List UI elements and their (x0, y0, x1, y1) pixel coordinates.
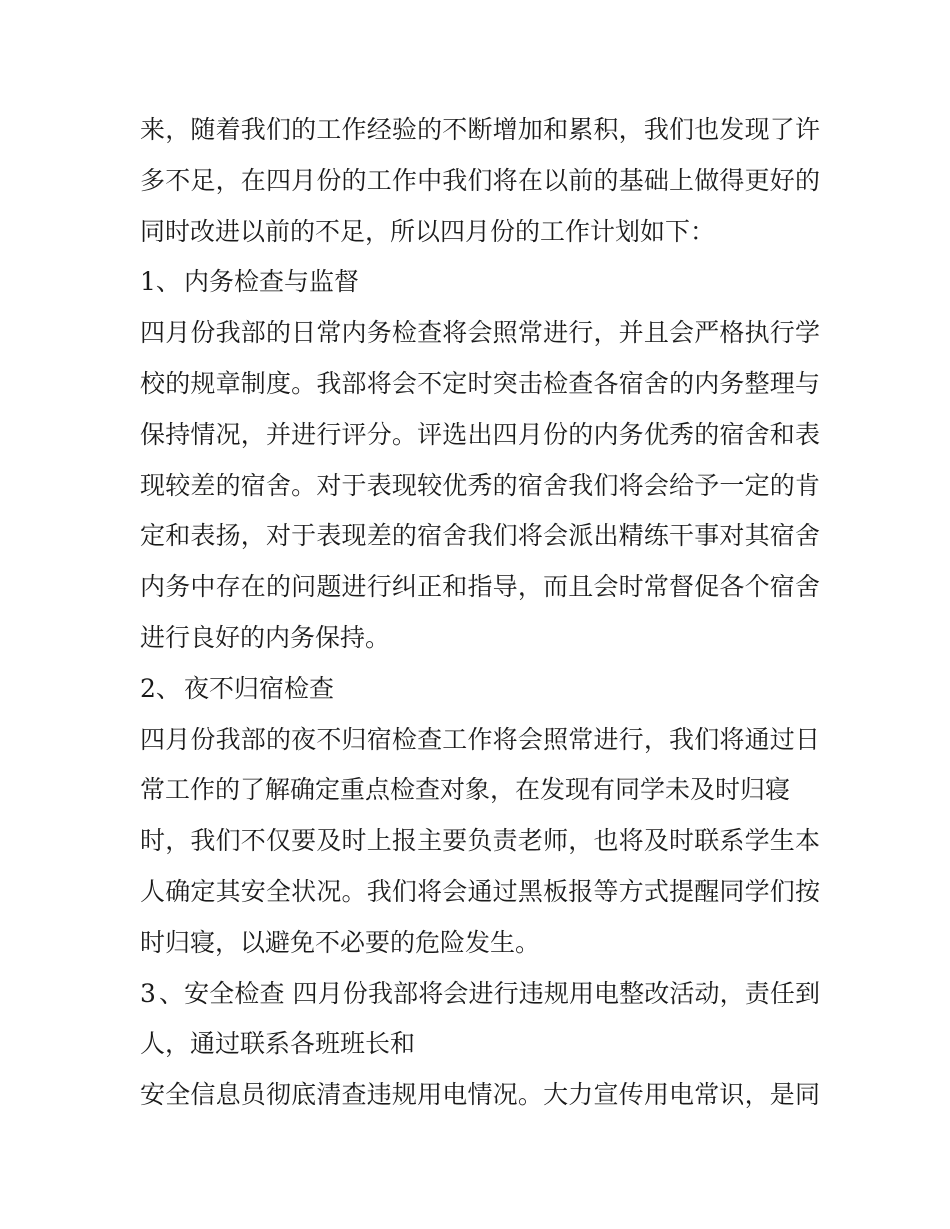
paragraph-line: 校的规章制度。我部将会不定时突击检查各宿舍的内务整理与 (140, 368, 820, 398)
section-number: 1、 (140, 267, 181, 297)
section-heading (140, 257, 820, 308)
section-number: 3、 (140, 978, 184, 1008)
document-body (140, 105, 820, 1121)
paragraph-line: 四月份我部的日常内务检查将会照常进行，并且会严格执行学 (140, 318, 820, 348)
paragraph-line: 人，通过联系各班班长和 (140, 1029, 416, 1059)
paragraph-line: 现较差的宿舍。对于表现较优秀的宿舍我们将会给予一定的肯 (140, 470, 820, 500)
paragraph-line: 常工作的了解确定重点检查对象，在发现有同学未及时归寝 (140, 775, 791, 805)
paragraph-line: 时，我们不仅要及时上报主要负责老师，也将及时联系学生本 (140, 826, 820, 856)
section-heading (140, 969, 820, 1020)
paragraph-line: 人确定其安全状况。我们将会通过黑板报等方式提醒同学们按 (140, 876, 820, 906)
paragraph-line: 进行良好的内务保持。 (140, 622, 391, 652)
paragraph-line: 内务中存在的问题进行纠正和指导，而且会时常督促各个宿舍 (140, 572, 820, 602)
section-title: 安全检查 四月份我部将会进行违规用电整改活动，责任到 (184, 978, 820, 1008)
paragraph-line: 保持情况，并进行评分。评选出四月份的内务优秀的宿舍和表 (140, 419, 820, 449)
section-title: 内务检查与监督 (184, 267, 360, 297)
paragraph-line: 同时改进以前的不足，所以四月份的工作计划如下： (140, 216, 716, 246)
paragraph-line: 定和表扬，对于表现差的宿舍我们将会派出精练干事对其宿舍 (140, 521, 820, 551)
section-number: 2、 (140, 673, 181, 703)
section-heading (140, 664, 820, 715)
section-title: 夜不归宿检查 (184, 673, 335, 703)
paragraph-line: 多不足，在四月份的工作中我们将在以前的基础上做得更好的 (140, 165, 820, 195)
paragraph-line: 时归寝，以避免不必要的危险发生。 (140, 927, 541, 957)
paragraph-line: 来，随着我们的工作经验的不断增加和累积，我们也发现了许 (140, 115, 820, 144)
paragraph-line: 安全信息员彻底清查违规用电情况。大力宣传用电常识，是同 (140, 1080, 820, 1110)
paragraph-line: 四月份我部的夜不归宿检查工作将会照常进行，我们将通过日 (140, 724, 820, 754)
